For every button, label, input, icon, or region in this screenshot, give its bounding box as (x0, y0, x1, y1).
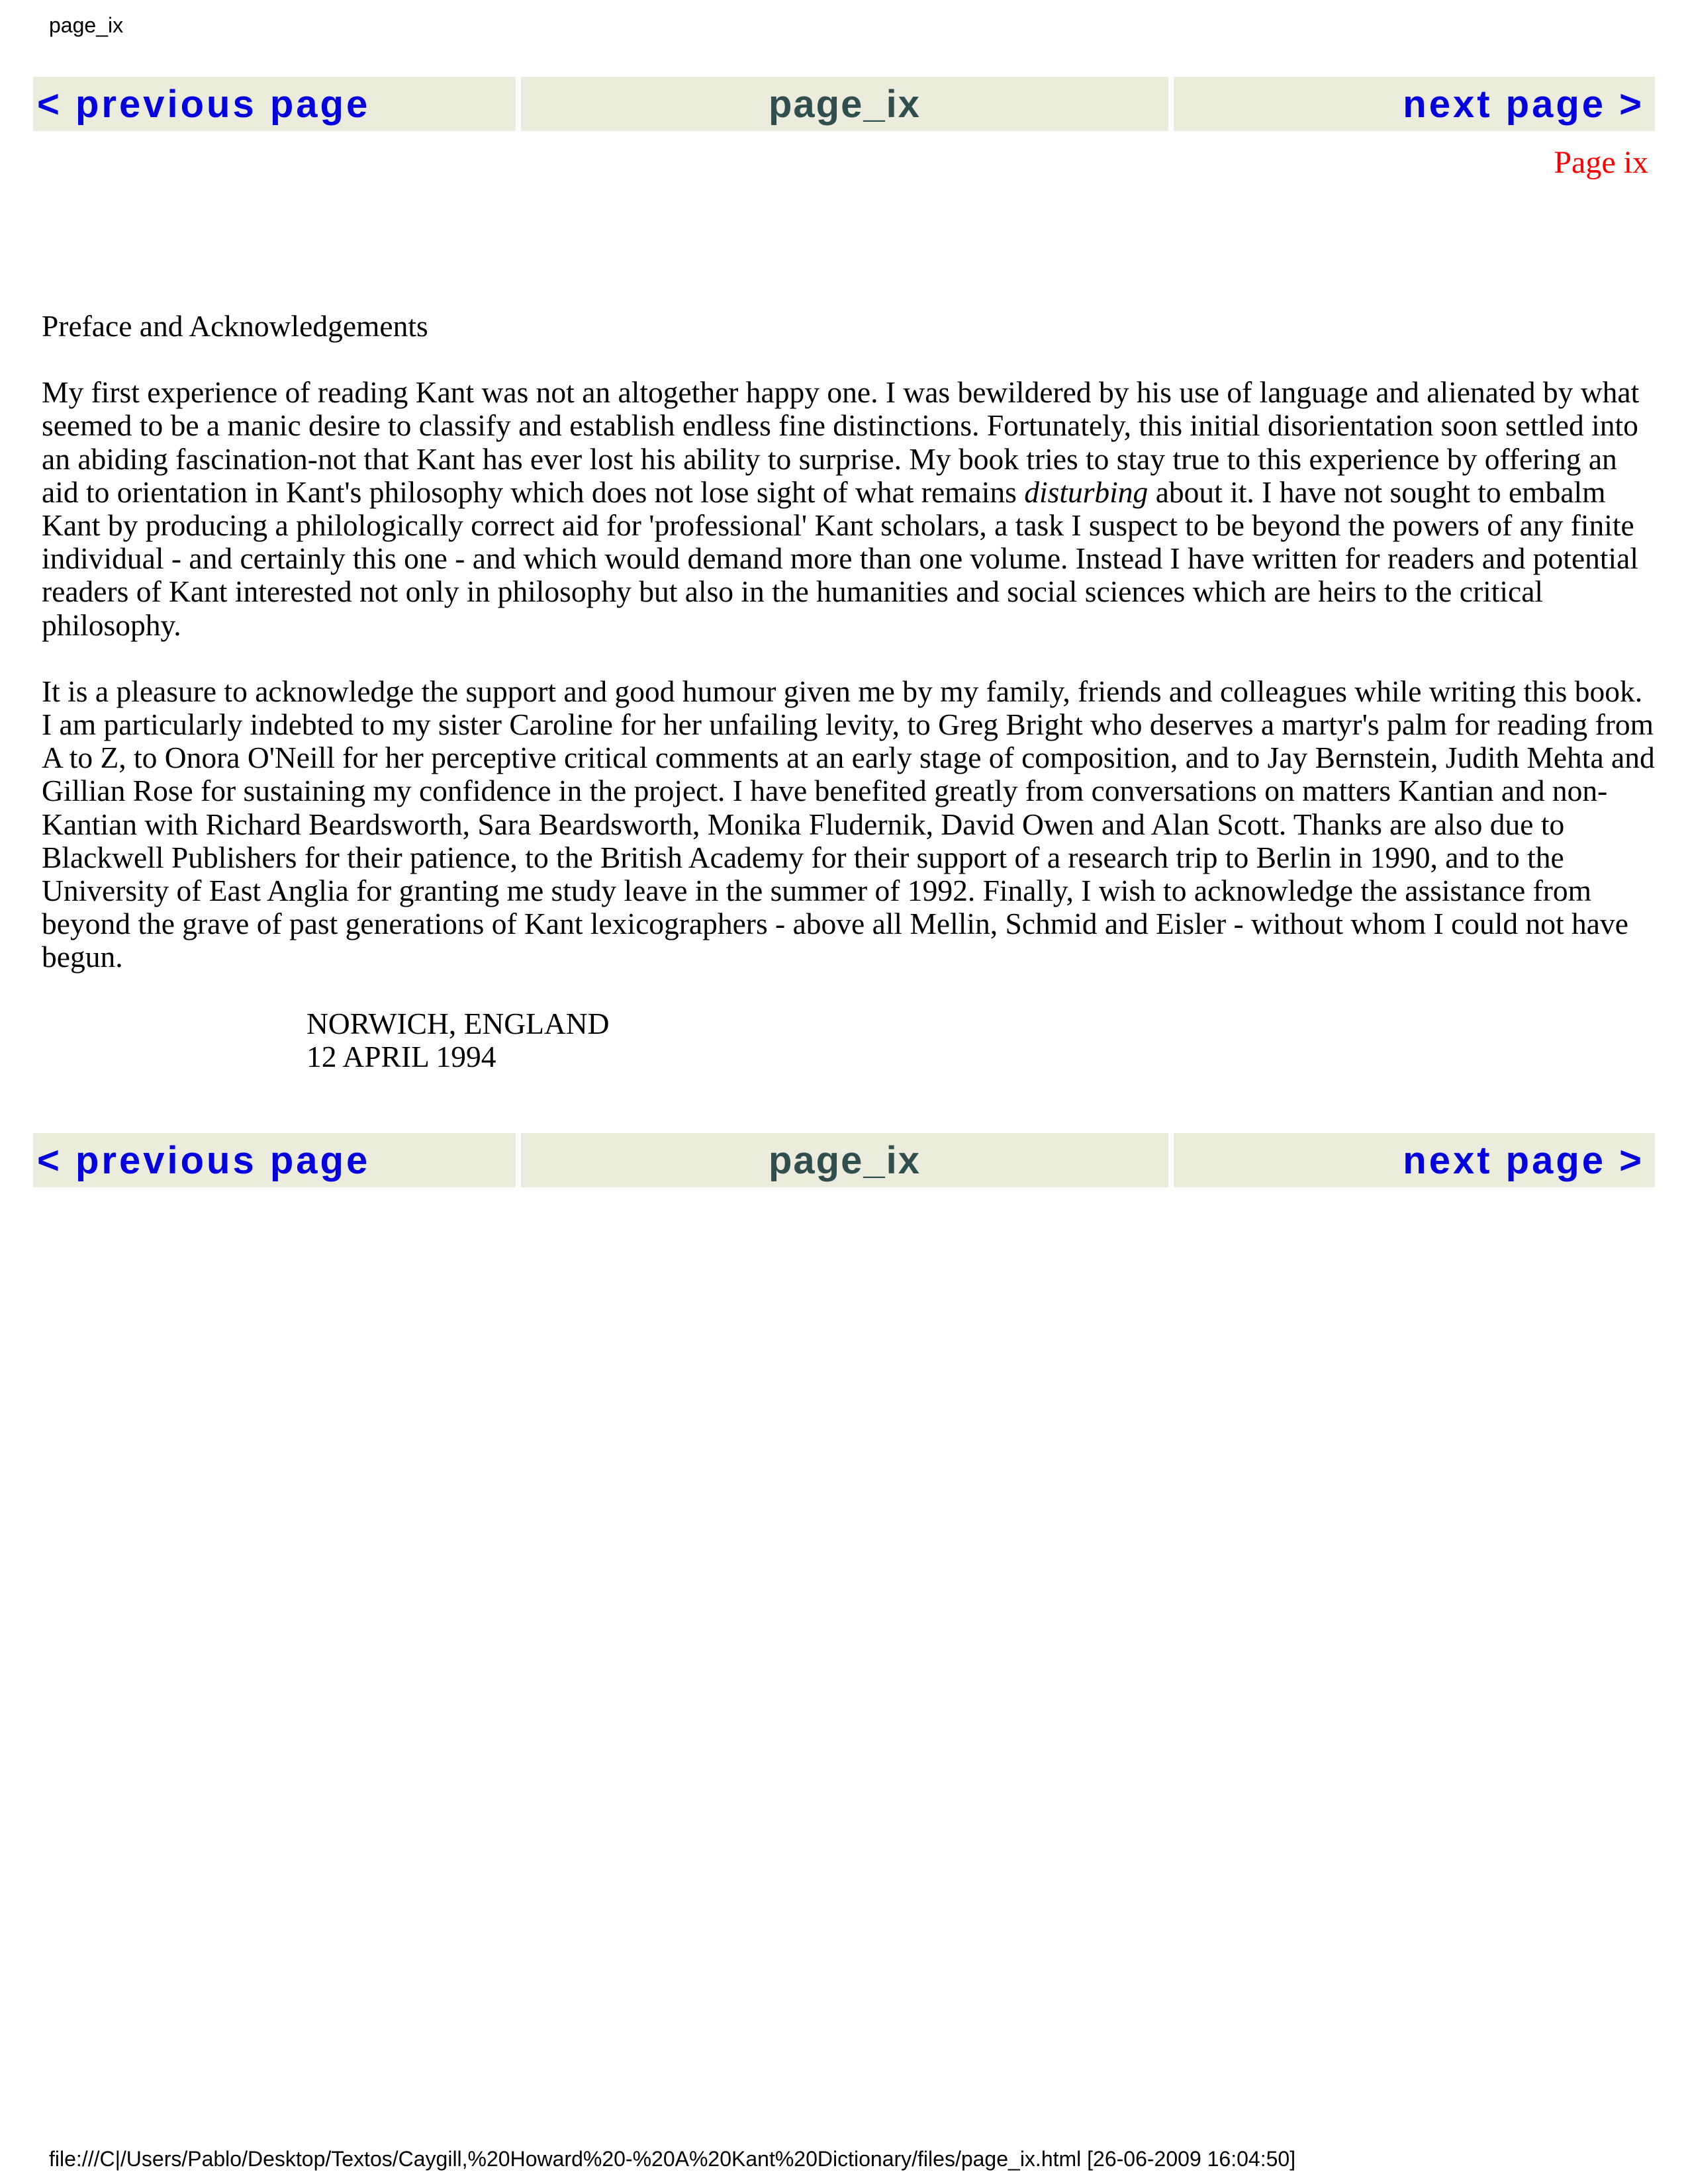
bottom-next-page-link[interactable]: next page > (1403, 1138, 1644, 1182)
bottom-nav-previous-cell (33, 1133, 516, 1187)
top-previous-page-link[interactable]: < previous page (37, 82, 371, 126)
top-nav-previous-cell (33, 77, 516, 131)
bottom-nav-title-cell (521, 1133, 1168, 1187)
bottom-navigation-bar (33, 1133, 1655, 1187)
bottom-nav-next-cell (1174, 1133, 1655, 1187)
section-heading: Preface and Acknowledgements (42, 309, 428, 343)
browser-footer-url: file:///C|/Users/Pablo/Desktop/Textos/Caygill,%20Howard%20-%20A%20Kant%20Dictionary/files/page_ix.html [26-06-2009 16:04:50] (49, 2147, 1296, 2171)
page-content (42, 310, 1657, 1073)
page-number-marker: Page ix (1554, 145, 1648, 180)
emphasized-word: disturbing (1024, 475, 1149, 509)
paragraph-text: about it. I have not sought to embalm Kant by producing a philologically correct aid for 'professional' Kant scholars, a task I suspect to be beyond the powers of any finite individual - and certainly this one - and which would demand more than one volume. Instead I have written for readers and potential readers of Kant interested not only in philosophy but also in the humanities and social sciences which are heirs to the critical philosophy. (42, 475, 1639, 642)
bottom-previous-page-link[interactable]: < previous page (37, 1138, 371, 1182)
browser-header-title: page_ix (49, 13, 124, 37)
top-nav-next-cell (1174, 77, 1655, 131)
top-nav-page-title: page_ix (769, 82, 921, 126)
paragraph-text: My first experience of reading Kant was not an altogether happy one. I was bewildered by his use of language and alienated by what seemed to be a manic desire to classify and establish endless fine distinctions. Fortunately, this initial disorientation soon settled into an abiding fascination-not that Kant has ever lost his ability to surprise. My book tries to stay true to this experience by offering an aid to orientation in Kant's philosophy which does not lose sight of what remains (42, 375, 1640, 509)
top-navigation-bar (33, 77, 1655, 131)
top-nav-title-cell (521, 77, 1168, 131)
top-next-page-link[interactable]: next page > (1403, 82, 1644, 126)
paragraph-first-experience (42, 376, 1657, 642)
bottom-nav-page-title: page_ix (769, 1138, 921, 1182)
signature-place: NORWICH, ENGLAND (306, 1006, 610, 1040)
signature-block (306, 1007, 1657, 1073)
signature-date: 12 APRIL 1994 (306, 1039, 496, 1073)
paragraph-acknowledgements: It is a pleasure to acknowledge the support and good humour given me by my family, friends and colleagues while writing this book. I am particularly indebted to my sister Caroline for her unfailing levity, to Greg Bright who deserves a martyr's palm for reading from A to Z, to Onora O'Neill for her perceptive critical comments at an early stage of composition, and to Jay Bernstein, Judith Mehta and Gillian Rose for sustaining my confidence in the project. I have benefited greatly from conversations on matters Kantian and non-Kantian with Richard Beardsworth, Sara Beardsworth, Monika Fludernik, David Owen and Alan Scott. Thanks are also due to Blackwell Publishers for their patience, to the British Academy for their support of a research trip to Berlin in 1990, and to the University of East Anglia for granting me study leave in the summer of 1992. Finally, I wish to acknowledge the assistance from beyond the grave of past generations of Kant lexicographers - above all Mellin, Schmid and Eisler - without whom I could not have begun. (42, 674, 1655, 974)
